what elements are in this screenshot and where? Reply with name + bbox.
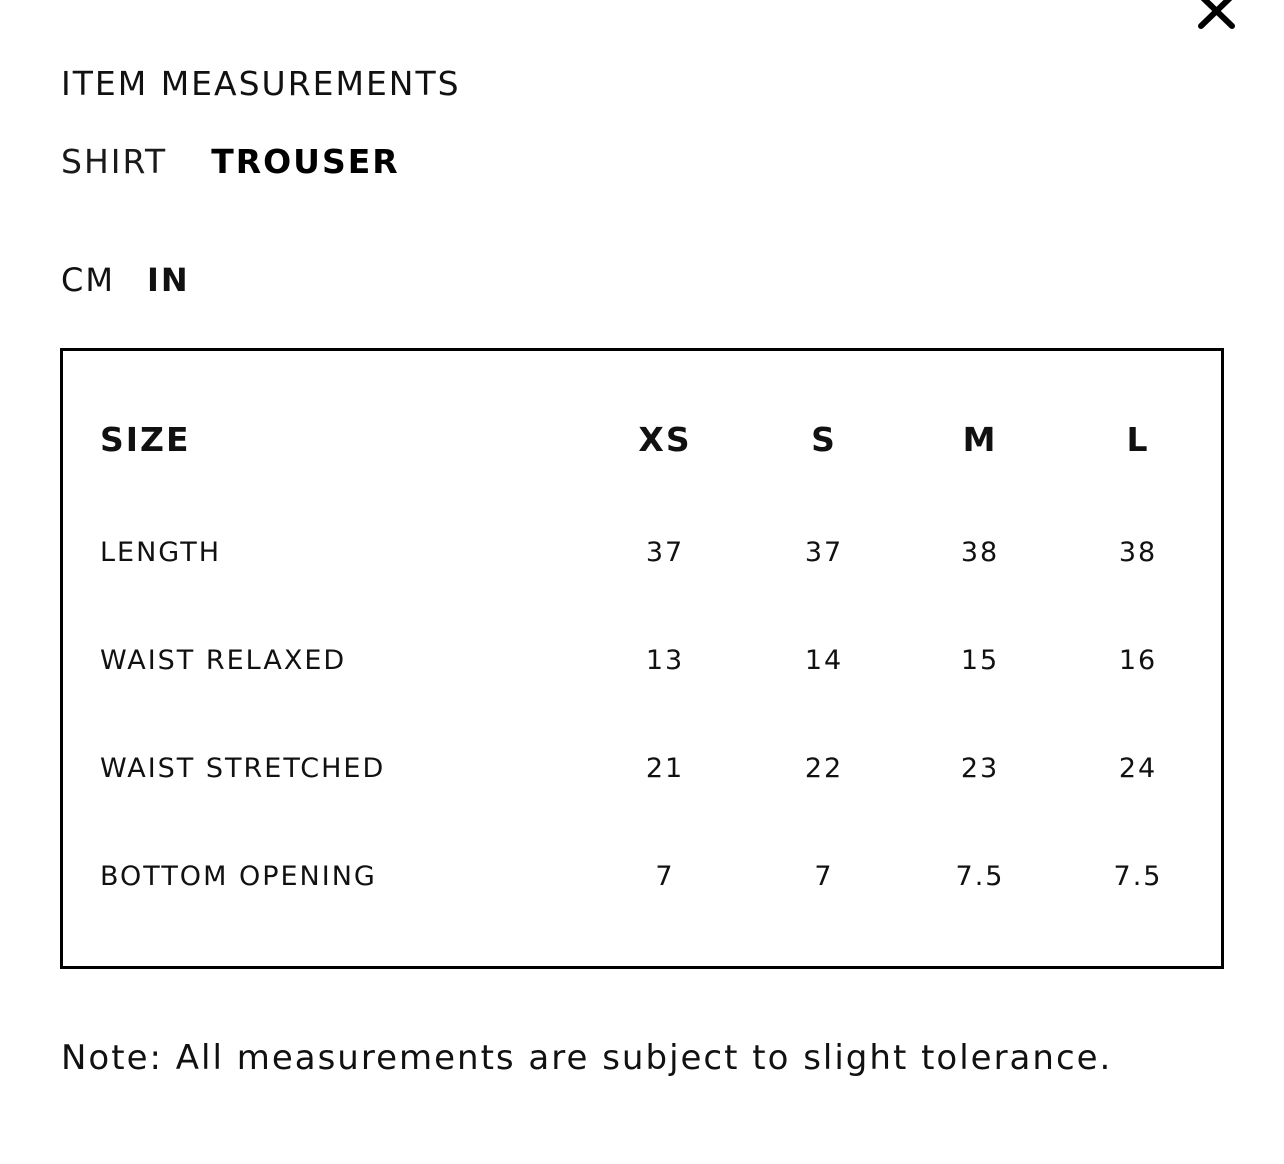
unit-in[interactable]: IN	[146, 261, 190, 299]
row-label-length: LENGTH	[100, 537, 222, 568]
tolerance-note: Note: All measurements are subject to slight tolerance.	[61, 1038, 1113, 1078]
table-row	[63, 639, 1221, 683]
cell-value: 7.5	[955, 861, 1005, 892]
unit-tabs	[61, 260, 190, 300]
cell-value: 23	[960, 753, 1000, 784]
close-icon	[1192, 0, 1242, 34]
row-label-waist-stretched: WAIST STRETCHED	[100, 753, 386, 784]
close-button[interactable]	[1192, 0, 1242, 34]
cell-value: 38	[960, 537, 1000, 568]
unit-cm[interactable]: CM	[61, 261, 115, 299]
table-row	[63, 747, 1221, 791]
row-label-bottom-opening: BOTTOM OPENING	[100, 861, 377, 892]
cell-value: 24	[1118, 753, 1158, 784]
size-l: L	[1126, 420, 1150, 459]
tab-shirt[interactable]: SHIRT	[61, 142, 168, 181]
cell-value: 14	[804, 645, 844, 676]
size-xs: XS	[638, 420, 692, 459]
garment-tabs	[61, 142, 400, 182]
measurements-table	[60, 348, 1224, 969]
cell-value: 15	[960, 645, 1000, 676]
cell-value: 37	[645, 537, 685, 568]
table-header-row	[63, 418, 1221, 462]
tab-trouser[interactable]: TROUSER	[211, 142, 400, 181]
cell-value: 22	[804, 753, 844, 784]
size-s: S	[811, 420, 837, 459]
cell-value: 16	[1118, 645, 1158, 676]
cell-value: 13	[645, 645, 685, 676]
cell-value: 21	[645, 753, 685, 784]
table-row	[63, 855, 1221, 899]
cell-value: 7	[655, 861, 675, 892]
size-header: SIZE	[100, 420, 191, 459]
cell-value: 7	[814, 861, 834, 892]
size-m: M	[962, 420, 998, 459]
cell-value: 37	[804, 537, 844, 568]
table-row	[63, 531, 1221, 575]
cell-value: 38	[1118, 537, 1158, 568]
row-label-waist-relaxed: WAIST RELAXED	[100, 645, 347, 676]
page-title: ITEM MEASUREMENTS	[61, 64, 461, 103]
cell-value: 7.5	[1113, 861, 1163, 892]
